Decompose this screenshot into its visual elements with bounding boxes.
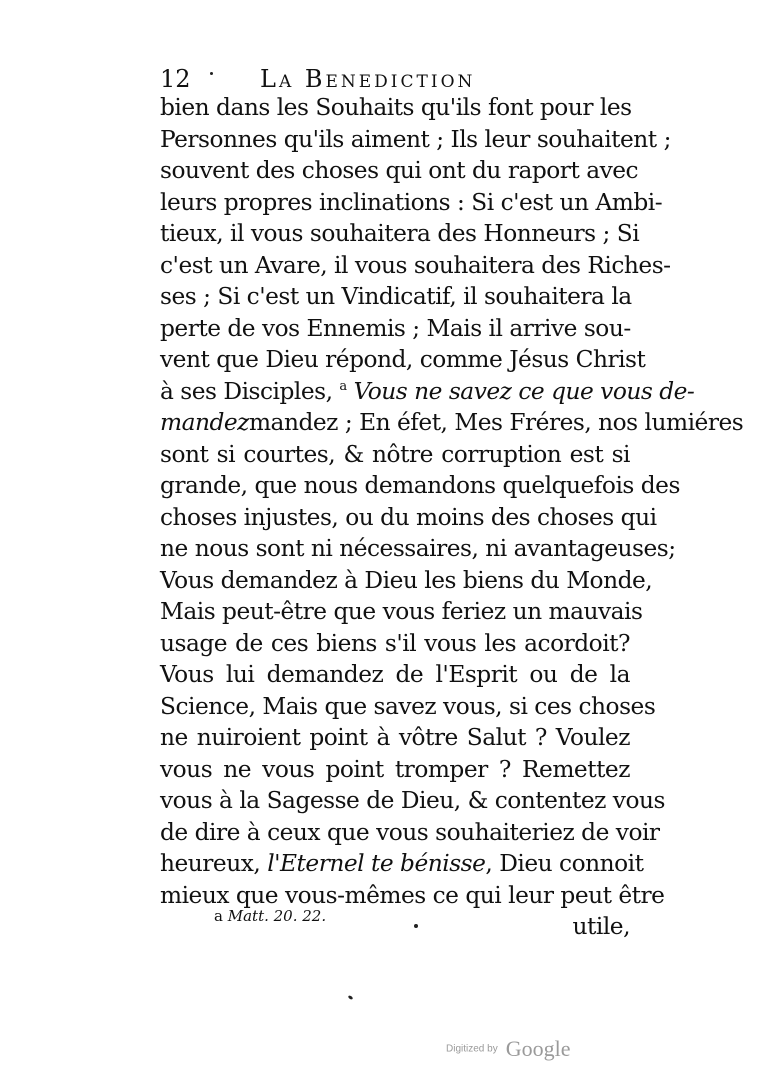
scripture-quote: Vous ne savez ce que vous de-: [353, 377, 695, 405]
footnote-marker: a: [214, 907, 223, 925]
text-segment: à ses Disciples,: [160, 377, 333, 405]
text-line: mieux que vous-mêmes ce qui leur peut être: [160, 881, 665, 909]
footnote-reference: a: [339, 378, 347, 394]
text-line: Personnes qu'ils aiment ; Ils leur souhaitent ;: [160, 125, 671, 153]
text-line: Vous lui demandez de l'Esprit ou de la: [160, 661, 630, 688]
text-line: usage de ces biens s'il vous les acordoit?: [160, 629, 630, 657]
text-segment: mandez ; En éfet, Mes Fréres, nos lumiéres: [248, 409, 744, 436]
ink-speck: [210, 72, 213, 75]
text-line: vous à la Sagesse de Dieu, & contentez vous: [160, 787, 665, 814]
body-text: [160, 92, 744, 943]
text-line: bien dans les Souhaits qu'ils font pour les: [160, 94, 632, 121]
scripture-quote-continued: mandez: [160, 409, 249, 436]
text-line: ses ; Si c'est un Vindicatif, il souhaitera la: [160, 283, 632, 310]
text-line-with-quote: [160, 848, 644, 880]
text-line: Vous demandez à Dieu les biens du Monde,: [160, 566, 653, 594]
footnote: [214, 906, 326, 926]
text-line: vous ne vous point tromper ? Remettez: [160, 755, 630, 783]
digitization-watermark: [446, 1036, 571, 1066]
text-line: tieux, il vous souhaitera des Honneurs ; Si: [160, 220, 640, 247]
text-segment: , Dieu connoit: [485, 850, 644, 877]
ink-speck: [414, 924, 418, 928]
running-title: La Benediction: [260, 65, 476, 93]
text-line: ne nous sont ni nécessaires, ni avantageuses;: [160, 535, 676, 562]
page-number: 12: [160, 65, 191, 93]
text-line: perte de vos Ennemis ; Mais il arrive sou-: [160, 314, 631, 342]
text-line: souvent des choses qui ont du raport avec: [160, 157, 639, 184]
text-line-with-quote: [160, 407, 744, 439]
watermark-prefix: Digitized by: [446, 1043, 498, 1055]
blessing-quote: l'Eternel te bénisse: [267, 850, 486, 877]
footnote-text: Matt. 20. 22.: [227, 907, 327, 925]
text-line: leurs propres inclinations : Si c'est un Ambi-: [160, 188, 663, 216]
text-line-last: utile,: [572, 913, 630, 940]
text-line: sont si courtes, & nôtre corruption est si: [160, 440, 630, 468]
text-line: Science, Mais que savez vous, si ces choses: [160, 692, 656, 720]
text-segment: heureux,: [160, 850, 261, 877]
ink-speck: [348, 995, 354, 1000]
text-line: grande, que nous demandons quelquefois des: [160, 472, 680, 499]
text-line: ne nuiroient point à vôtre Salut ? Voulez: [160, 724, 630, 751]
text-line-with-quote: [160, 376, 695, 408]
text-line: de dire à ceux que vous souhaiteriez de voir: [160, 818, 660, 846]
text-line: Mais peut-être que vous feriez un mauvais: [160, 598, 643, 625]
google-logo: Google: [505, 1036, 571, 1061]
text-line: choses injustes, ou du moins des choses qui: [160, 503, 657, 531]
running-head: [160, 64, 630, 94]
text-line: c'est un Avare, il vous souhaitera des Riches-: [160, 251, 671, 279]
text-line: vent que Dieu répond, comme Jésus Christ: [160, 346, 646, 373]
